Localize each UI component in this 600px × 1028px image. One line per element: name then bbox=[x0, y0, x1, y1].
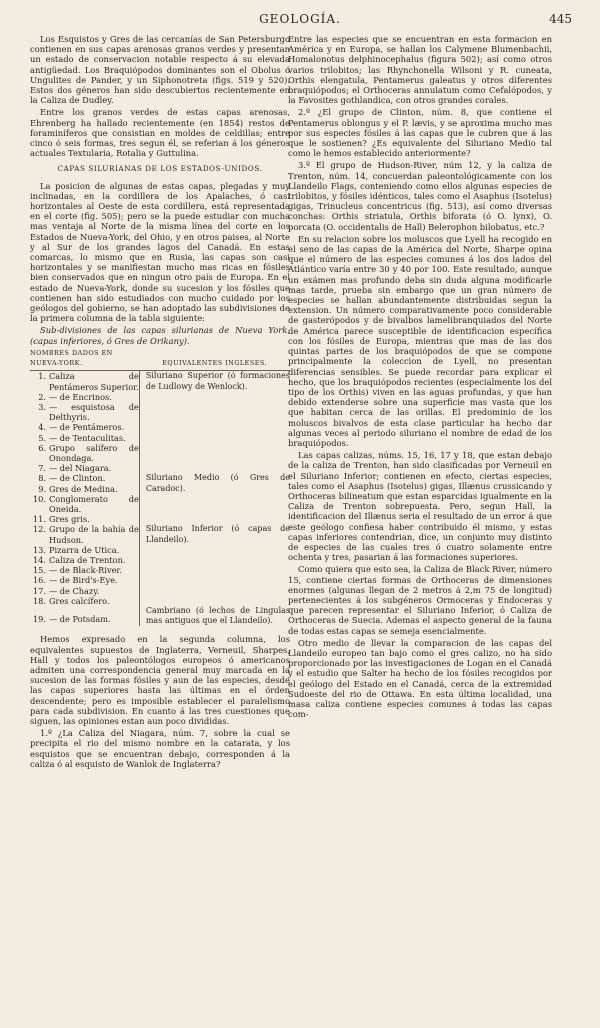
table-row: 13. Pizarra de Utica. bbox=[32, 544, 120, 555]
paragraph: La posicion de algunas de estas capas, plegadas y muy inclinadas, en la cordillera de los Apalaches, ó casi horizontales al Oeste de esta cordillera, está representada en el corte (fig. 505); pero se la puede estudiar con mucha mas ventaja al Norte de la misma línea del corte en los Estados de Nueva-York, del Ohio, y en otros paises, al Norte y al Sur de los grandes lagos del Canadá. En estas comarcas, lo mismo que en Rusia, las capas son casi horizontales y se manifiestan mucho mas ricas en fósiles bien conservados que en ningun otro país de Europa. En el estado de Nueva-York, donde su sucesion y los fósiles que contienen han sido estudiados con mucho cuidado por los geólogos del gobierno, se han adoptado las subdivisiones de la primera columna de la tabla siguiente: bbox=[30, 180, 290, 324]
table-caption: Sub-divisiones de las capas silurianas de Nueva York, (capas inferiores, ó Gres de Orikany). bbox=[30, 325, 290, 346]
group-lower-silurian: Siluriano Inferior (ó capas de Llandeilo). bbox=[139, 524, 290, 606]
group-middle-silurian: Siluriano Medio (ó Gres de Caradoc). bbox=[139, 473, 290, 524]
table-row: 7. — del Niagara. bbox=[38, 463, 112, 474]
paragraph: Otro medio de llevar la comparacion de las capas del Llandeilo europeo tan bajo como el gres calizo, no ha sido proporcionado por las investigaciones de Logan en el Canadá y el estudio que Salter ha hecho de los fósiles recogidos por el geólogo del Estado en el Canadá, cerca de la extremidad Sudoeste del rio de Ottawa. En esta última localidad, una masa caliza contiene especies comunes á todas las capas com- bbox=[288, 637, 552, 720]
table-row: 10. Conglomerato de Oneida. bbox=[32, 493, 139, 514]
table-row: 12. Grupo de la bahía de Hudson. Siluriano Inferior (ó capas de Llandeilo). bbox=[30, 524, 290, 544]
group-cambrian: Cambriano (ó lechos de Lingulas mas antiguos que el Llandeilo). bbox=[139, 606, 290, 626]
table-row: 16. — de Bird's-Eye. bbox=[32, 575, 118, 586]
table-row: 4. — de Pentámeros. bbox=[38, 422, 125, 433]
right-column bbox=[288, 34, 552, 721]
page-number: 445 bbox=[549, 12, 572, 26]
table-row: 19. — de Potsdam. bbox=[32, 613, 111, 624]
strata-table bbox=[30, 348, 290, 626]
page-header bbox=[0, 12, 600, 28]
left-column bbox=[30, 34, 290, 771]
paragraph: En su relacion sobre los moluscos que Lyell ha recogido en el seno de las capas de la América del Norte, Sharpe opina que el número de las especies comunes á los dos lados del Atlántico varía entre 30 y 40 por 100. Este resultado, aunque un exámen mas profundo deba sin duda alguna modificarle mas tarde, prueba sin embargo que un gran número de especies se hallan abundantemente distribuidas segun la extension. Un número comparativamente poco considerable de gasterópodos y de bivalbos lamelibranquiados del Norte de América parece susceptible de identificacion específica con los fósiles de Europa, mientras que mas de las dos quintas partes de los braquiópodos de que se compone principalmente la coleccion de Lyell, no presentan diferencias sensibles. Se puede recordar para explicar el hecho, que los braquiópodos recientes (especialmente los del tipo de los Orthis) viven en las aguas profundas, y que han debido extenderse sobre una superficie mas vasta que los que habitan cerca de las orillas. El predominio de los moluscos bivalvos de esta clase particular ha hecho dar algunas veces al periodo siluriano el nombre de edad de los braquiópodos. bbox=[288, 233, 552, 448]
table-row: 18. Gres calcífero. bbox=[32, 595, 110, 606]
table-header-names: NOMBRES DADOS EN NUEVA-YORK. bbox=[30, 348, 139, 371]
paragraph: 2.º ¿El grupo de Clinton, núm. 8, que contiene el Pentamerus oblongus y el P. lævis, y se aproxima mucho mas por sus especies fósiles á las capas que le cubren que á las que le sostienen? ¿Es equivalente del Siluriano Medio tal como le hemos establecido anteriormente? bbox=[288, 107, 552, 159]
table-header-equivalents: EQUIVALENTES INGLESES. bbox=[139, 348, 290, 371]
table-row: 5. — de Tentaculitas. bbox=[38, 432, 126, 443]
table-row: 11. Gres gris. bbox=[32, 514, 90, 525]
paragraph: 1.º ¿La Caliza del Niagara, núm. 7, sobre la cual se precipita el rio del mismo nombre en la catarata, y los esquistos que se encuentran debajo, corresponden á la caliza ó al esquisto de Wanlok de Inglaterra? bbox=[30, 728, 290, 769]
paragraph: Los Esquistos y Gres de las cercanías de San Petersburgo contienen en sus capas arenosas granos verdes y presentan un estado de conservacion notable respecto á su elevada antigüedad. Los Braquiópodos dominantes son el Obolus ó Ungulites de Pander, y un Siphonotreta (figs. 519 y 520). Estos dos géneros han sido descubiertos recientemente en la Caliza de Dudley. bbox=[30, 34, 290, 106]
group-upper-silurian: Siluriano Superior (ó formaciones de Ludlowy de Wenlock). bbox=[139, 371, 290, 474]
table-row: 9. Gres de Medina. bbox=[38, 483, 118, 494]
table-row: 6. Grupo salífero de Onondaga. bbox=[38, 442, 139, 463]
table-row: 3. — esquistosa de Delthyris. bbox=[38, 401, 139, 423]
running-title: GEOLOGÍA. bbox=[259, 12, 341, 26]
table-row: 17. — de Chazy. bbox=[32, 585, 100, 596]
table-row: 15. — de Black-River. bbox=[32, 565, 123, 576]
paragraph: Entre los granos verdes de estas capas arenosas, Ehrenberg ha hallado recientemente (en 1854) restos de foraminíferos que consistian en moldes de celdillas; entre cinco ó seis formas, tres segun él, se referian á los géneros actuales Textularia, Rotalia y Guttulina. bbox=[30, 107, 290, 159]
table-row: 14. Caliza de Trenton. bbox=[32, 554, 126, 565]
table-spacer bbox=[30, 606, 290, 614]
table-row: 1. Caliza de Pentámeros Superior. Siluriano Superior (ó formaciones de Ludlowy de Wenlock). bbox=[30, 371, 290, 392]
paragraph: Entre las especies que se encuentran en esta formacion en América y en Europa, se hallan los Calymene Blumenbachii, Homalonotus delphinocephalus (figura 502); así como otros varios trilobitos; las Rhynchonella Wilsoni y R. cuneata, Orthis elengatula, Pentamerus galeatus y otros diferentes braquiópodos; el Orthoceras annulatum como Cefalópodos, y la Favosites gothlandica, con otros grandes corales. bbox=[288, 34, 552, 106]
paragraph: Las capas calizas, núms. 15, 16, 17 y 18, que estan debajo de la caliza de Trenton, han sido clasificadas por Verneuil en el Siluriano Inferior; contienen en efecto, ciertas especies, tales como el Asaphus (Isotelus) gigas, Illænus crussicando y Orthoceras bilineatum que estan esparcidas igualmente en la Caliza de Trenton sobrepuesta. Pero, segun Hall, la identificacion del Illænus seria el resultado de un error á que este geólogo confiesa haber contribuido él mismo, y estas capas inferiores contendrian, dice, un conjunto muy distinto de especies de las cuales tres ó cuatro solamente entre ochenta y tres, pasarian á las formaciones superiores. bbox=[288, 450, 552, 563]
paragraph: Hemos expresado en la segunda columna, los equivalentes supuestos de Inglaterra, Verneuil, Sharpes, Hall y todos los paleontólogos europeos ó americanos admiten una correspondencia general muy marcada en la sucesion de las formas fósiles y aun de las especies, desde las capas superiores hasta las últimas en el órden descendente; pero es imposible establecer el paralelismo para cada subdivision. En cuanto á las tres cuestiones que siguen, las opiniones estan aun poco divididas. bbox=[30, 634, 290, 726]
table-row: 8. — de Clinton. Siluriano Medio (ó Gres de Caradoc). bbox=[30, 473, 290, 483]
section-heading: CAPAS SILURIANAS DE LOS ESTADOS-UNIDOS. bbox=[57, 164, 263, 174]
paragraph: 3.º El grupo de Hudson-River, núm 12, y la caliza de Trenton, núm. 14, concuerdan paleontológicamente con los Llandeilo Flags, conteniendo como ellos algunas especies de trilobitos, y fósiles idénticos, tales como el Asaphus (Isotelus) gigas, Trinucleus concentricus (fig. 513), así como diversas conchas: Orthis striatula, Orthis biforata (ó O. lynx), O. porcata (O. occidentalis de Hall) Belerophon bilobatus, etc.? bbox=[288, 160, 552, 232]
paragraph: Como quiera que esto sea, la Caliza de Black River, número 15, contiene ciertas formas de Orthoceras de dimensiones enormes (algunas llegan de 2 metros á 2,m 75 de longitud) pertenecientes á los subgéneros Ormoceras y Endoceras y que parecen representar el Siluriano Inferior, ó Caliza de Orthoceras de Suecia. Ademas el aspecto general de la fauna de todas estas capas se semeja esencialmente. bbox=[288, 564, 552, 636]
table-row: 2. — de Encrinos. bbox=[38, 391, 112, 402]
